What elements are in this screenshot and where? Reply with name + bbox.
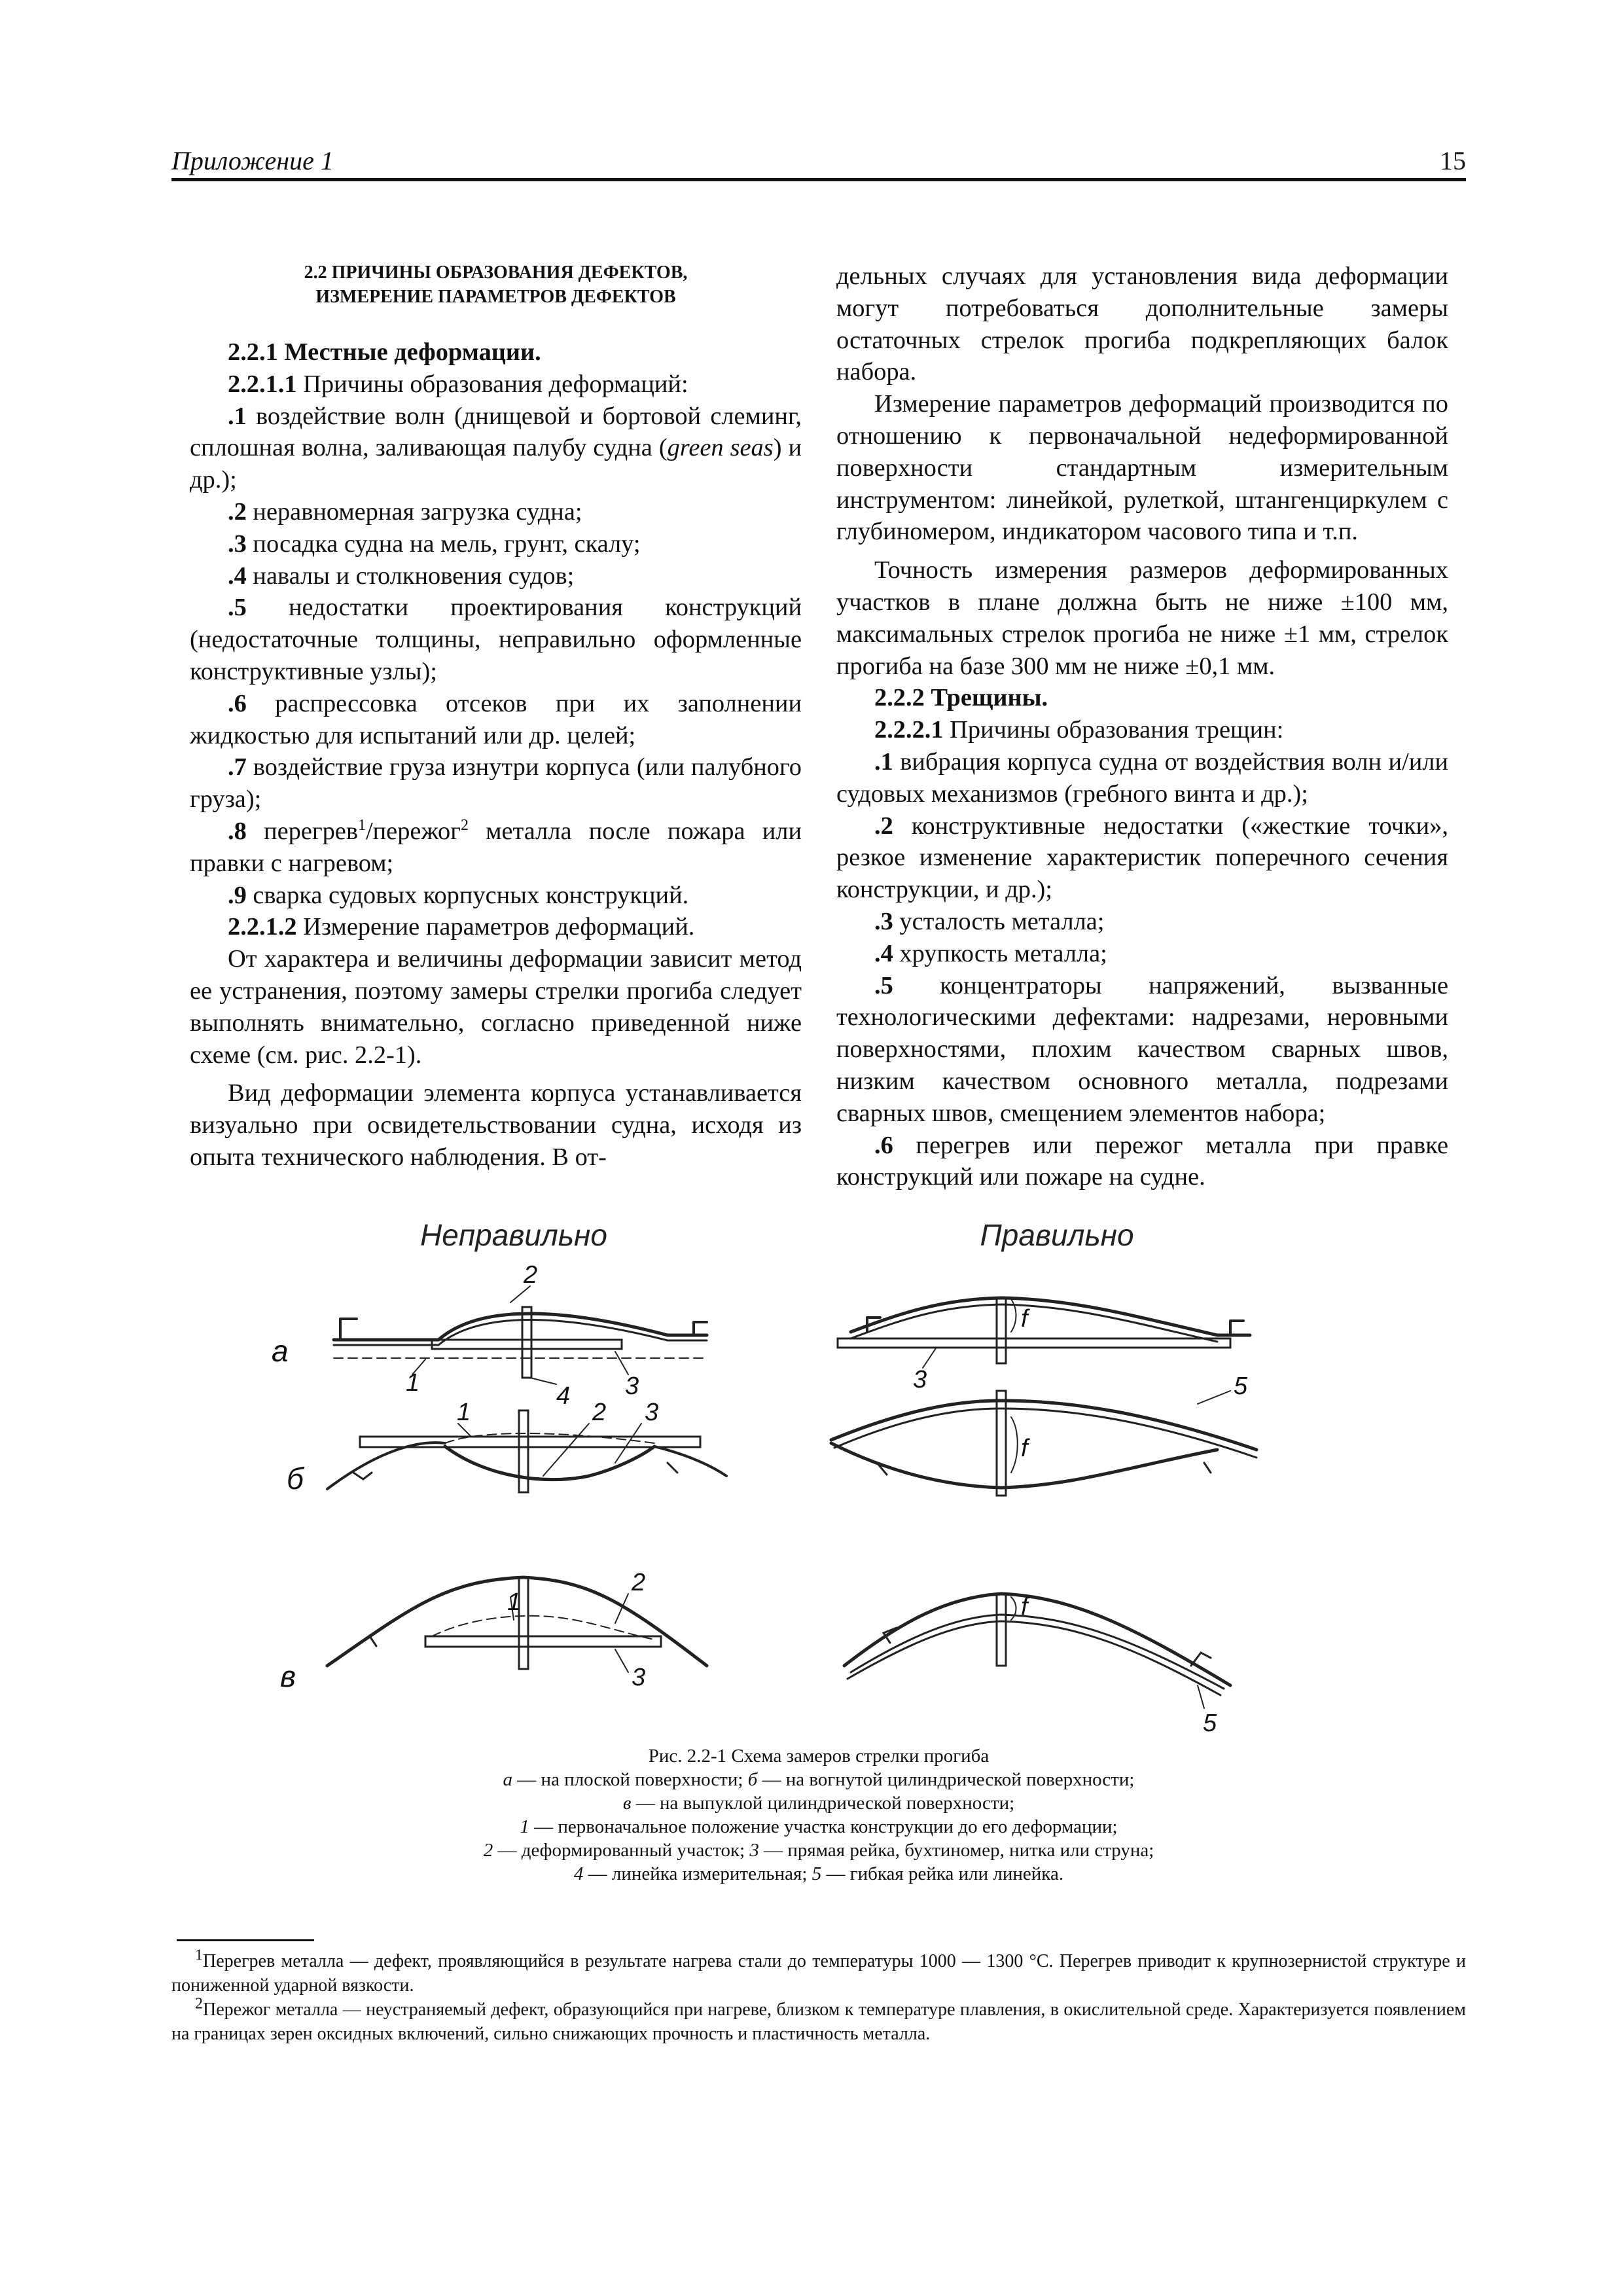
list-item-5 bbox=[190, 592, 802, 687]
paragraph-text: Причины образования трещин: bbox=[943, 716, 1284, 744]
list-item-italic-term: green seas bbox=[667, 434, 774, 462]
paragraph-number: 2.2.1.1 bbox=[228, 370, 297, 398]
row-label-a: а bbox=[272, 1334, 289, 1368]
list-item-5 bbox=[836, 970, 1448, 1130]
caption-key: 2 bbox=[483, 1840, 493, 1861]
heading-incorrect: Неправильно bbox=[420, 1218, 607, 1252]
list-item-text: распрессовка отсеков при их заполнении жидкостью для испытаний или др. целей; bbox=[190, 689, 802, 749]
list-item-number: .4 bbox=[874, 939, 893, 967]
heading-correct: Правильно bbox=[980, 1218, 1134, 1252]
paragraph-2211 bbox=[190, 368, 802, 401]
caption-text: — линейка измерительная; bbox=[583, 1863, 812, 1884]
list-item-text: перегрев bbox=[246, 817, 358, 845]
list-item-text: воздействие волн (днищевой и бортовой слеминг, сплошная волна, заливающая палубу судна ( bbox=[190, 402, 802, 462]
section-title bbox=[190, 260, 802, 309]
deflection-measurement-figure bbox=[249, 1214, 1309, 1751]
list-item-text: хрупкость металла; bbox=[893, 939, 1107, 967]
right-column bbox=[836, 260, 1448, 1193]
label-3: 3 bbox=[625, 1372, 639, 1400]
sketch-a-incorrect bbox=[334, 1261, 707, 1410]
list-item-number: .5 bbox=[874, 971, 893, 999]
running-header-title: Приложение 1 bbox=[171, 146, 334, 175]
label-5: 5 bbox=[1234, 1372, 1248, 1400]
caption-line-2 bbox=[171, 1791, 1466, 1815]
label-2: 2 bbox=[524, 1261, 538, 1289]
label-2: 2 bbox=[632, 1569, 646, 1596]
caption-key: а bbox=[503, 1769, 513, 1790]
caption-line-3 bbox=[171, 1815, 1466, 1839]
list-item-text-end: ) и др.); bbox=[190, 434, 802, 494]
list-item-text: недостатки проектирования конструкций (недостаточные толщины, неправильно оформленные конструктивные узлы); bbox=[190, 594, 802, 685]
body-paragraph: Точность измерения размеров деформированных участков в плане должна быть не ниже ±100 мм, максимальных стрелок прогиба не ниже ±1 мм, стрелок прогиба на базе 300 мм не ниже ±0,1 мм. bbox=[836, 556, 1448, 680]
caption-key: в bbox=[622, 1793, 632, 1814]
body-paragraph-continued: дельных случаях для установления вида деформации могут потребоваться дополнительные замеры остаточных стрелок прогиба подкрепляющих балок набора. bbox=[836, 262, 1448, 386]
paragraph-2221 bbox=[836, 714, 1448, 746]
list-item-number: .4 bbox=[228, 562, 247, 590]
footnote-text: Пережог металла — неустраняемый дефект, образующийся при нагреве, близком к температуре плавления, в окислительной среде. Характеризуется появлением на границах зерен оксидных включений, сильно снижающих прочность и пластичность металла. bbox=[171, 2000, 1466, 2044]
sketch-b-incorrect bbox=[327, 1399, 726, 1492]
list-item-1 bbox=[836, 746, 1448, 810]
list-item-6 bbox=[190, 688, 802, 752]
list-item-number: .6 bbox=[228, 689, 247, 717]
list-item-2 bbox=[190, 496, 802, 528]
list-item-text-mid: /пережог bbox=[365, 817, 461, 845]
paragraph-number: 2.2.2.1 bbox=[874, 716, 944, 744]
list-item-text: перегрев или пережог металла при правке конструкций или пожаре на судне. bbox=[836, 1131, 1448, 1191]
list-item-number: .8 bbox=[228, 817, 247, 845]
list-item-text: усталость металла; bbox=[893, 907, 1105, 935]
footnote-1 bbox=[171, 1946, 1466, 1998]
subsection-heading-221: 2.2.1 Местные деформации. bbox=[228, 338, 541, 366]
label-4: 4 bbox=[556, 1382, 571, 1410]
list-item-text: вибрация корпуса судна от воздействия волн и/или судовых механизмов (гребного винта и др.); bbox=[836, 747, 1448, 808]
subsection-heading-222: 2.2.2 Трещины. bbox=[874, 684, 1048, 712]
caption-text: — деформированный участок; bbox=[493, 1840, 750, 1861]
page-number: 15 bbox=[1440, 146, 1466, 175]
list-item-2 bbox=[836, 810, 1448, 906]
list-item-number: .3 bbox=[228, 529, 247, 558]
list-item-1 bbox=[190, 401, 802, 496]
sketch-b-correct bbox=[831, 1372, 1257, 1496]
list-item-number: .2 bbox=[874, 812, 893, 840]
label-2: 2 bbox=[592, 1399, 607, 1426]
list-item-6 bbox=[836, 1130, 1448, 1194]
caption-line-1 bbox=[171, 1768, 1466, 1791]
body-paragraph: От характера и величины деформации зависит метод ее устранения, поэтому замеры стрелки прогиба следует выполнять внимательно, согласно приведенной ниже схеме (см. рис. 2.2-1). bbox=[190, 945, 802, 1069]
figure-caption bbox=[171, 1744, 1466, 1886]
label-3: 3 bbox=[645, 1399, 659, 1426]
list-item-number: .9 bbox=[228, 881, 247, 909]
caption-text: — первоначальное положение участка конструкции до его деформации; bbox=[529, 1816, 1118, 1837]
caption-key: 1 bbox=[520, 1816, 529, 1837]
list-item-9 bbox=[190, 880, 802, 912]
list-item-text: воздействие груза изнутри корпуса (или палубного груза); bbox=[190, 753, 802, 814]
label-f: f bbox=[1021, 1593, 1028, 1621]
list-item-4 bbox=[836, 938, 1448, 970]
list-item-text: концентраторы напряжений, вызванные технологическими дефектами: надрезами, неровными поверхностями, плохим качеством сварных швов, низким качеством основного металла, подрезами сварных швов, смещением элементов набора; bbox=[836, 971, 1448, 1127]
list-item-number: .1 bbox=[874, 747, 893, 776]
paragraph-text: Причины образования деформаций: bbox=[296, 370, 688, 398]
paragraph-text: Измерение параметров деформаций. bbox=[296, 913, 695, 941]
caption-line-5 bbox=[171, 1862, 1466, 1886]
caption-text: — на плоской поверхности; bbox=[512, 1769, 748, 1790]
caption-text: — гибкая рейка или линейка. bbox=[821, 1863, 1064, 1884]
list-item-number: .3 bbox=[874, 907, 893, 935]
list-item-text: конструктивные недостатки («жесткие точки», резкое изменение характеристик поперечного сечения конструкции, и др.); bbox=[836, 812, 1448, 904]
list-item-text: посадка судна на мель, грунт, скалу; bbox=[246, 529, 641, 558]
footnote-ref-1: 1 bbox=[357, 817, 366, 834]
caption-key: б bbox=[747, 1769, 758, 1790]
caption-key: 3 bbox=[749, 1840, 759, 1861]
row-label-b: б bbox=[287, 1462, 304, 1496]
footnote-ref-2: 2 bbox=[460, 817, 469, 834]
header-rule bbox=[171, 178, 1466, 181]
sketch-a-correct bbox=[838, 1298, 1250, 1393]
list-item-text: неравномерная загрузка судна; bbox=[246, 497, 582, 526]
section-title-line1: 2.2 ПРИЧИНЫ ОБРАЗОВАНИЯ ДЕФЕКТОВ, bbox=[304, 262, 688, 283]
footnote-text: Перегрев металла — дефект, проявляющийся в результате нагрева стали до температуры 1000 — 1300 °С. Перегрев приводит к крупнозернистой структуре и пониженной ударной вязкости. bbox=[171, 1951, 1466, 1996]
body-paragraph: Вид деформации элемента корпуса устанавливается визуально при освидетельствовании судна, исходя из опыта технического наблюдения. В от- bbox=[190, 1079, 802, 1171]
list-item-7 bbox=[190, 751, 802, 816]
list-item-4 bbox=[190, 560, 802, 592]
label-1: 1 bbox=[457, 1399, 471, 1426]
label-f: f bbox=[1021, 1305, 1028, 1333]
list-item-number: .2 bbox=[228, 497, 247, 526]
label-1: 1 bbox=[406, 1369, 420, 1397]
list-item-text: сварка судовых корпусных конструкций. bbox=[246, 881, 689, 909]
list-item-text-end: металла после пожара или правки с нагревом; bbox=[190, 817, 802, 877]
footnote-rule bbox=[177, 1939, 314, 1941]
list-item-3 bbox=[836, 906, 1448, 938]
label-f: f bbox=[1021, 1435, 1028, 1462]
caption-text: — на вогнутой цилиндрической поверхности; bbox=[757, 1769, 1135, 1790]
row-label-v: в bbox=[280, 1659, 296, 1693]
caption-text: — прямая рейка, бухтиномер, нитка или струна; bbox=[758, 1840, 1154, 1861]
caption-line-4 bbox=[171, 1839, 1466, 1862]
footnotes bbox=[171, 1946, 1466, 2046]
sketch-v-incorrect bbox=[327, 1569, 707, 1691]
section-title-line2: ИЗМЕРЕНИЕ ПАРАМЕТРОВ ДЕФЕКТОВ bbox=[315, 287, 676, 307]
paragraph-number: 2.2.1.2 bbox=[228, 913, 297, 941]
label-3: 3 bbox=[913, 1366, 927, 1393]
list-item-number: .5 bbox=[228, 594, 247, 622]
footnote-mark: 1 bbox=[195, 1946, 203, 1964]
list-item-text: навалы и столкновения судов; bbox=[246, 562, 575, 590]
sketch-v-correct bbox=[844, 1593, 1230, 1737]
footnote-2 bbox=[171, 1995, 1466, 2046]
list-item-number: .6 bbox=[874, 1131, 893, 1159]
caption-key: 5 bbox=[812, 1863, 822, 1884]
footnote-mark: 2 bbox=[195, 1995, 203, 2013]
list-item-number: .7 bbox=[228, 753, 247, 781]
caption-key: 4 bbox=[573, 1863, 584, 1884]
paragraph-2212 bbox=[190, 911, 802, 943]
label-3: 3 bbox=[632, 1664, 646, 1691]
body-paragraph: Измерение параметров деформаций производится по отношению к первоначальной недеформированной поверхности стандартным измерительным инструментом: линейкой, рулеткой, штангенциркулем с глубиномером, индикатором часового типа и т.п. bbox=[836, 390, 1448, 546]
caption-title: Рис. 2.2-1 Схема замеров стрелки прогиба bbox=[648, 1746, 990, 1767]
caption-text: — на выпуклой цилиндрической поверхности; bbox=[631, 1793, 1015, 1814]
list-item-8 bbox=[190, 816, 802, 880]
label-1: 1 bbox=[507, 1588, 522, 1616]
label-5: 5 bbox=[1203, 1710, 1217, 1737]
left-column bbox=[190, 260, 802, 1174]
list-item-number: .1 bbox=[228, 402, 247, 430]
list-item-3 bbox=[190, 528, 802, 560]
